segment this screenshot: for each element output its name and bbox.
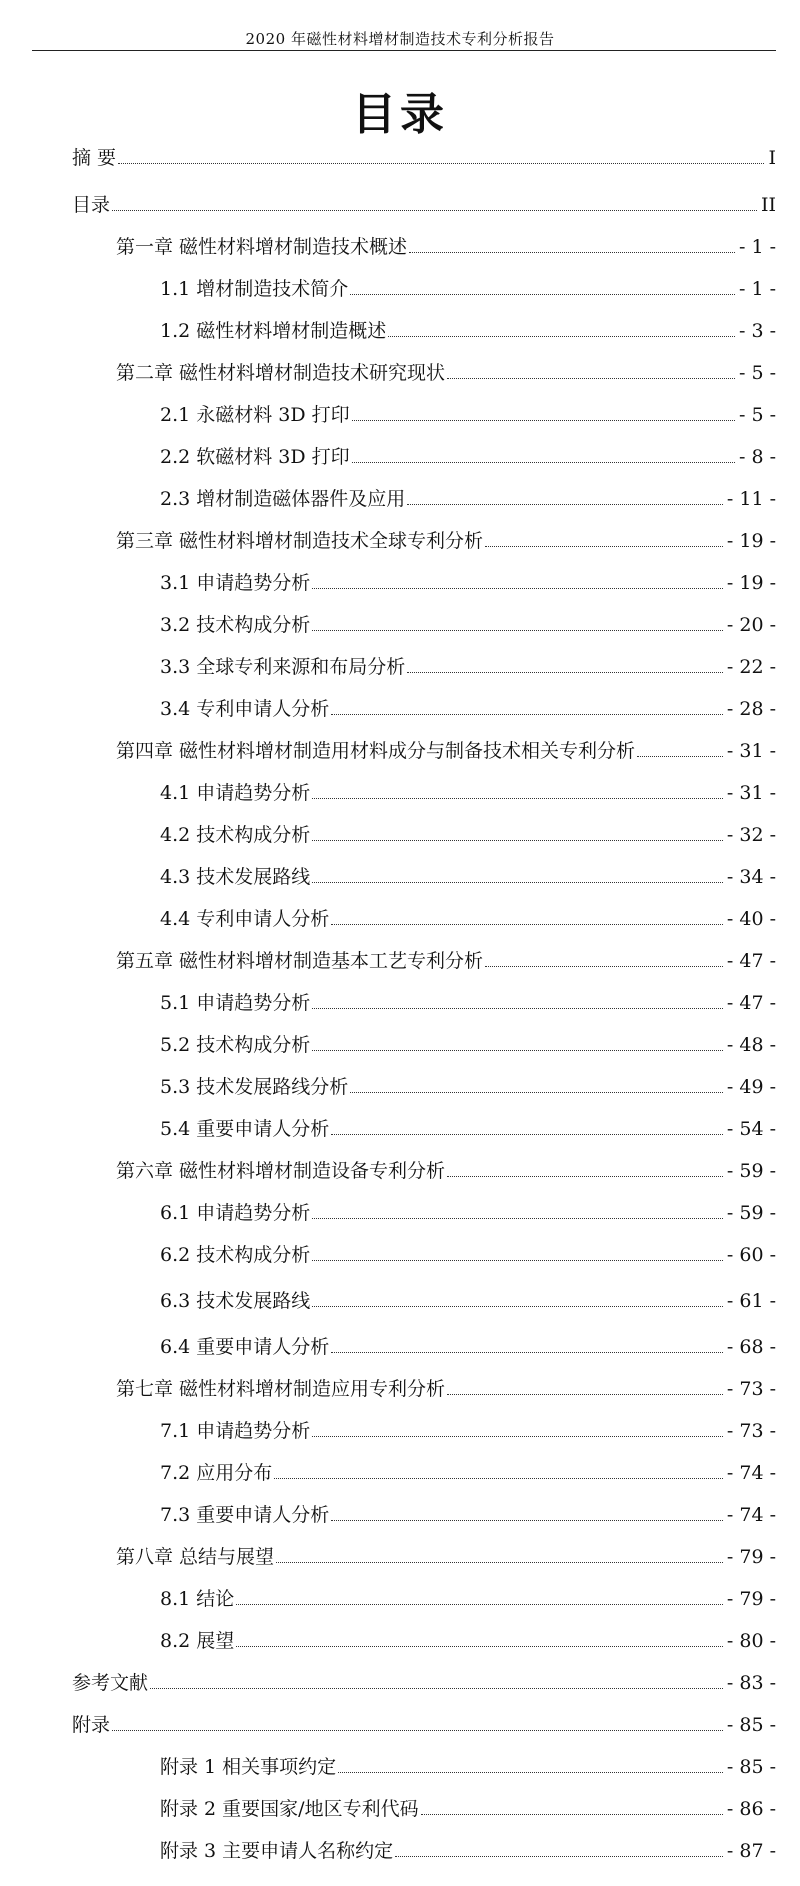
toc-entry-page: - 87 - [726,1840,776,1862]
toc-entry-page: - 74 - [726,1462,776,1484]
toc-entry-title: 第七章 磁性材料增材制造应用专利分析 [116,1378,446,1400]
toc-dot-leader [447,378,735,379]
toc-entry-page: - 68 - [726,1336,776,1358]
toc-dot-leader [312,1008,723,1009]
toc-entry-page: - 73 - [726,1378,776,1400]
toc-dot-leader [312,1260,723,1261]
toc-entry-page: - 22 - [726,656,776,678]
toc-entry-title: 第四章 磁性材料增材制造用材料成分与制备技术相关专利分析 [116,740,636,762]
toc-dot-leader [395,1856,723,1857]
toc-entry[interactable] [160,691,776,721]
toc-entry-page: - 3 - [738,320,776,342]
toc-entry-page: - 79 - [726,1588,776,1610]
toc-entry-page: - 73 - [726,1420,776,1442]
toc-entry[interactable] [160,607,776,637]
toc-dot-leader [447,1394,723,1395]
toc-entry-title: 第一章 磁性材料增材制造技术概述 [116,236,408,258]
toc-entry[interactable] [160,1833,776,1863]
toc-entry-title: 5.1 申请趋势分析 [160,992,311,1014]
toc-entry[interactable] [72,187,776,217]
toc-dot-leader [312,840,723,841]
toc-entry-page: - 86 - [726,1798,776,1820]
toc-entry-title: 6.1 申请趋势分析 [160,1202,311,1224]
toc-entry-page: - 1 - [738,278,776,300]
toc-dot-leader [236,1604,723,1605]
toc-entry-page: - 40 - [726,908,776,930]
toc-entry[interactable] [160,1111,776,1141]
toc-entry[interactable] [160,271,776,301]
toc-entry[interactable] [160,313,776,343]
toc-entry[interactable] [160,1791,776,1821]
toc-entry-page: - 31 - [726,740,776,762]
toc-entry[interactable] [160,1237,776,1267]
toc-entry-title: 8.2 展望 [160,1630,235,1652]
toc-dot-leader [312,588,723,589]
toc-dot-leader [236,1646,723,1647]
toc-entry[interactable] [160,1497,776,1527]
toc-entry[interactable] [160,1027,776,1057]
toc-entry-page: - 32 - [726,824,776,846]
toc-entry-title: 2.3 增材制造磁体器件及应用 [160,488,406,510]
toc-entry[interactable] [160,1581,776,1611]
toc-dot-leader [421,1814,723,1815]
toc-entry-title: 6.3 技术发展路线 [160,1290,311,1312]
page-title: 目录 [352,89,448,140]
toc-entry-title: 第六章 磁性材料增材制造设备专利分析 [116,1160,446,1182]
toc-entry-page: - 34 - [726,866,776,888]
toc-entry[interactable] [160,1623,776,1653]
toc-entry-title: 第五章 磁性材料增材制造基本工艺专利分析 [116,950,484,972]
toc-entry[interactable] [160,1455,776,1485]
toc-entry[interactable] [160,1329,776,1359]
toc-entry[interactable] [160,1413,776,1443]
toc-entry[interactable] [160,775,776,805]
toc-entry-title: 5.2 技术构成分析 [160,1034,311,1056]
toc-dot-leader [312,630,723,631]
toc-dot-leader [118,163,764,164]
toc-dot-leader [350,294,735,295]
toc-entry[interactable] [72,140,776,170]
toc-dot-leader [112,210,757,211]
toc-entry-page: - 59 - [726,1202,776,1224]
toc-entry-page: - 19 - [726,572,776,594]
toc-entry-title: 2.2 软磁材料 3D 打印 [160,446,350,468]
toc-dot-leader [407,504,723,505]
toc-entry-title: 6.2 技术构成分析 [160,1244,311,1266]
toc-entry-title: 3.4 专利申请人分析 [160,698,330,720]
toc-entry[interactable] [72,1707,776,1737]
toc-entry-page: - 8 - [738,446,776,468]
toc-entry[interactable] [116,229,776,259]
toc-dot-leader [485,966,723,967]
toc-entry-title: 4.1 申请趋势分析 [160,782,311,804]
toc-entry-title: 7.2 应用分布 [160,1462,273,1484]
toc-dot-leader [312,1436,723,1437]
toc-entry-page: - 1 - [738,236,776,258]
toc-entry[interactable] [160,1195,776,1225]
toc-dot-leader [150,1688,723,1689]
toc-dot-leader [352,420,735,421]
toc-entry-title: 第八章 总结与展望 [116,1546,275,1568]
toc-entry[interactable] [160,859,776,889]
toc-entry[interactable] [116,1371,776,1401]
toc-entry-page: - 5 - [738,362,776,384]
toc-entry[interactable] [160,1069,776,1099]
toc-entry[interactable] [116,733,776,763]
toc-entry[interactable] [160,985,776,1015]
toc-entry[interactable] [160,901,776,931]
toc-dot-leader [407,672,723,673]
toc-entry[interactable] [116,355,776,385]
toc-entry-title: 第三章 磁性材料增材制造技术全球专利分析 [116,530,484,552]
toc-entry-title: 摘 要 [72,147,117,169]
toc-entry-title: 4.2 技术构成分析 [160,824,311,846]
toc-entry-page: - 11 - [726,488,776,510]
toc-entry[interactable] [72,1665,776,1695]
toc-entry[interactable] [116,1153,776,1183]
toc-entry-title: 3.1 申请趋势分析 [160,572,311,594]
toc-entry-title: 1.1 增材制造技术简介 [160,278,349,300]
toc-entry-page: - 28 - [726,698,776,720]
toc-entry-title: 目录 [72,194,111,216]
toc-entry-page: - 61 - [726,1290,776,1312]
toc-dot-leader [338,1772,723,1773]
toc-entry-page: - 85 - [726,1714,776,1736]
toc-entry-title: 5.3 技术发展路线分析 [160,1076,349,1098]
toc-entry[interactable] [160,397,776,427]
toc-entry-page: - 19 - [726,530,776,552]
toc-entry-title: 4.3 技术发展路线 [160,866,311,888]
toc-dot-leader [274,1478,723,1479]
toc-entry-title: 附录 3 主要申请人名称约定 [160,1840,394,1862]
toc-entry-page: - 59 - [726,1160,776,1182]
toc-entry-title: 第二章 磁性材料增材制造技术研究现状 [116,362,446,384]
toc-entry-page: - 31 - [726,782,776,804]
toc-entry-title: 7.1 申请趋势分析 [160,1420,311,1442]
toc-entry-title: 8.1 结论 [160,1588,235,1610]
toc-dot-leader [485,546,723,547]
toc-entry-page: - 60 - [726,1244,776,1266]
toc-entry-title: 附录 [72,1714,111,1736]
toc-dot-leader [350,1092,723,1093]
toc-entry[interactable] [160,481,776,511]
toc-entry-title: 3.3 全球专利来源和布局分析 [160,656,406,678]
toc-dot-leader [331,714,723,715]
header-rule [32,50,776,51]
toc-entry-page: - 85 - [726,1756,776,1778]
toc-entry[interactable] [160,817,776,847]
toc-dot-leader [312,882,723,883]
toc-entry-title: 2.1 永磁材料 3D 打印 [160,404,350,426]
toc-entry[interactable] [160,649,776,679]
toc-dot-leader [112,1730,723,1731]
toc-dot-leader [637,756,723,757]
toc-entry-page: - 80 - [726,1630,776,1652]
toc-entry-page: I [768,147,776,169]
toc-entry[interactable] [116,523,776,553]
toc-entry-page: - 49 - [726,1076,776,1098]
toc-dot-leader [312,798,723,799]
toc-entry-page: II [760,194,776,216]
toc-entry-page: - 20 - [726,614,776,636]
toc-dot-leader [331,1352,723,1353]
toc-entry[interactable] [160,565,776,595]
toc-entry[interactable] [116,943,776,973]
toc-entry-title: 1.2 磁性材料增材制造概述 [160,320,387,342]
toc-entry-title: 4.4 专利申请人分析 [160,908,330,930]
toc-entry[interactable] [160,439,776,469]
toc-entry-title: 3.2 技术构成分析 [160,614,311,636]
toc-entry-page: - 47 - [726,950,776,972]
toc-dot-leader [331,1520,723,1521]
toc-entry[interactable] [116,1539,776,1569]
toc-entry-title: 7.3 重要申请人分析 [160,1504,330,1526]
toc-entry[interactable] [160,1283,776,1313]
toc-entry-page: - 47 - [726,992,776,1014]
running-header: 2020 年磁性材料增材制造技术专利分析报告 [245,30,555,48]
toc-entry-page: - 74 - [726,1504,776,1526]
toc-dot-leader [409,252,735,253]
toc-dot-leader [388,336,735,337]
toc-entry-title: 附录 1 相关事项约定 [160,1756,337,1778]
toc-entry-page: - 79 - [726,1546,776,1568]
toc-entry-page: - 54 - [726,1118,776,1140]
toc-dot-leader [312,1050,723,1051]
toc-dot-leader [276,1562,723,1563]
toc-dot-leader [331,924,723,925]
toc-dot-leader [447,1176,723,1177]
toc-entry-title: 参考文献 [72,1672,149,1694]
toc-dot-leader [331,1134,723,1135]
toc-entry-page: - 83 - [726,1672,776,1694]
toc-dot-leader [312,1306,723,1307]
toc-entry[interactable] [160,1749,776,1779]
toc-entry-title: 附录 2 重要国家/地区专利代码 [160,1798,419,1820]
toc-entry-title: 6.4 重要申请人分析 [160,1336,330,1358]
toc-dot-leader [312,1218,723,1219]
toc-entry-title: 5.4 重要申请人分析 [160,1118,330,1140]
toc-entry-page: - 5 - [738,404,776,426]
toc-entry-page: - 48 - [726,1034,776,1056]
toc-dot-leader [352,462,735,463]
